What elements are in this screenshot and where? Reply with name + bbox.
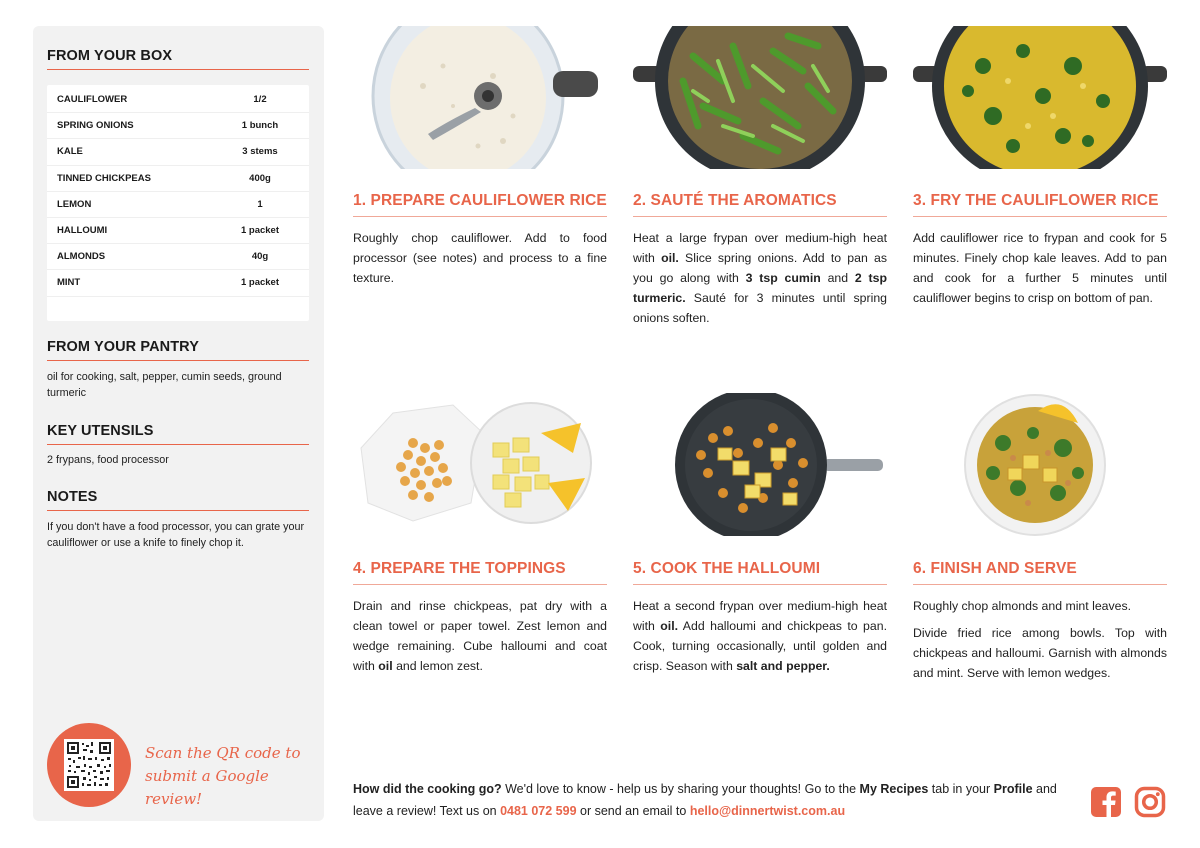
step-paragraph bbox=[633, 596, 887, 676]
step-title: 5. COOK THE HALLOUMI bbox=[633, 560, 887, 585]
ingredient-name: ALMONDS bbox=[57, 251, 106, 263]
text-run: Heat a large frypan over medium-high heat with bbox=[633, 231, 887, 265]
text-run: and lemon zest. bbox=[392, 659, 483, 673]
qr-caption bbox=[145, 742, 315, 811]
ingredient-name: TINNED CHICKPEAS bbox=[57, 172, 151, 184]
text-run: We'd love to know - help us by sharing your thoughts! Go to the bbox=[501, 782, 860, 796]
step-text bbox=[353, 596, 607, 676]
bold-text: My Recipes bbox=[859, 782, 929, 796]
bold-text: How did the cooking go? bbox=[353, 782, 502, 796]
text-run: Add cauliflower rice to frypan and cook for 5 minutes. Finely chop kale leaves. Add to pan and cook for a further 5 minutes until cauliflower begins to crisp on bottom of pan. bbox=[913, 231, 1167, 305]
text-run: Drain and rinse chickpeas, pat dry with a clean towel or paper towel. Zest lemon and wedge remaining. Cube halloumi and coat with bbox=[353, 599, 607, 673]
bold-text: 3 tsp cumin bbox=[745, 271, 821, 285]
bold-text: salt and pepper. bbox=[736, 659, 830, 673]
table-row bbox=[47, 113, 309, 139]
bold-text: Profile bbox=[993, 782, 1033, 796]
step-title: 2. SAUTÉ THE AROMATICS bbox=[633, 192, 887, 217]
bold-text: oil bbox=[378, 659, 393, 673]
step-text bbox=[353, 228, 607, 288]
step-paragraph bbox=[633, 228, 887, 328]
text-run: or send an email to bbox=[576, 804, 690, 818]
ingredient-qty: 1 bunch bbox=[241, 120, 279, 132]
table-row bbox=[47, 139, 309, 165]
ingredient-qty: 3 stems bbox=[242, 146, 278, 158]
highlight-link[interactable]: 0481 072 599 bbox=[500, 804, 577, 818]
pantry-title: FROM YOUR PANTRY bbox=[47, 339, 309, 361]
ingredient-name: CAULIFLOWER bbox=[57, 94, 128, 106]
ingredient-qty: 40g bbox=[251, 251, 269, 263]
table-row bbox=[47, 192, 309, 218]
step-5-image bbox=[633, 393, 887, 536]
step-text bbox=[913, 596, 1167, 683]
facebook-icon[interactable] bbox=[1090, 786, 1122, 818]
highlight-link[interactable]: hello@dinnertwist.com.au bbox=[689, 804, 846, 818]
text-run: Roughly chop almonds and mint leaves. bbox=[913, 599, 1132, 613]
sidebar bbox=[33, 26, 324, 821]
qr-code[interactable] bbox=[64, 739, 114, 791]
step-paragraph bbox=[913, 596, 1167, 616]
box-ingredients-table bbox=[47, 85, 309, 321]
step-paragraph bbox=[353, 596, 607, 676]
notes-text: If you don't have a food processor, you can grate your cauliflower or use a knife to finely chop it. bbox=[47, 521, 305, 549]
review-footer bbox=[353, 778, 1073, 822]
ingredient-qty: 1 packet bbox=[240, 277, 280, 289]
instagram-icon[interactable] bbox=[1134, 786, 1166, 818]
ingredient-qty: 1 bbox=[257, 198, 263, 210]
text-run: Divide fried rice among bowls. Top with chickpeas and halloumi. Garnish with almonds and mint. Serve with lemon wedges. bbox=[913, 626, 1167, 680]
utensils-text: 2 frypans, food processor bbox=[47, 454, 169, 466]
step-title: 1. PREPARE CAULIFLOWER RICE bbox=[353, 192, 607, 217]
ingredient-qty: 1 packet bbox=[240, 225, 280, 237]
step-title: 6. FINISH AND SERVE bbox=[913, 560, 1167, 585]
notes-title: NOTES bbox=[47, 489, 309, 511]
step-6-image bbox=[913, 393, 1167, 536]
table-row bbox=[47, 218, 309, 244]
table-row bbox=[47, 270, 309, 296]
ingredient-name: LEMON bbox=[57, 198, 92, 210]
step-title: 3. FRY THE CAULIFLOWER RICE bbox=[913, 192, 1167, 217]
text-run: and bbox=[820, 271, 855, 285]
text-run: Slice spring onions. Add to pan as you go along with bbox=[633, 251, 887, 285]
step-1-image bbox=[353, 26, 607, 169]
qr-badge bbox=[47, 723, 131, 807]
ingredient-qty: 400g bbox=[249, 172, 271, 184]
text-run: tab in your bbox=[928, 782, 994, 796]
ingredient-name: HALLOUMI bbox=[57, 225, 108, 237]
ingredient-qty: 1/2 bbox=[253, 94, 267, 106]
text-run: and leave a review! Text us on bbox=[353, 782, 1057, 818]
ingredient-name: SPRING ONIONS bbox=[57, 120, 134, 132]
text-run: Add halloumi and chickpeas to pan. Cook, turning occasionally, until golden and crisp. Season with bbox=[633, 619, 887, 673]
bold-text: 2 tsp turmeric. bbox=[633, 271, 887, 305]
bold-text: oil. bbox=[660, 619, 679, 633]
step-paragraph bbox=[353, 228, 607, 288]
step-paragraph bbox=[913, 228, 1167, 308]
step-text bbox=[633, 596, 887, 676]
step-text bbox=[633, 228, 887, 328]
step-text bbox=[913, 228, 1167, 308]
text-run: Roughly chop cauliflower. Add to food processor (see notes) and process to a fine texture. bbox=[353, 231, 607, 285]
box-title: FROM YOUR BOX bbox=[47, 48, 309, 70]
pantry-text: oil for cooking, salt, pepper, cumin seeds, ground turmeric bbox=[47, 371, 282, 399]
step-4-image bbox=[353, 393, 607, 536]
step-3-image bbox=[913, 26, 1167, 169]
table-row bbox=[47, 244, 309, 270]
step-paragraph bbox=[913, 623, 1167, 683]
text-run: Heat a second frypan over medium-high heat with bbox=[633, 599, 887, 633]
table-row bbox=[47, 87, 309, 113]
qr-caption-line: submit a Google review! bbox=[145, 767, 269, 808]
utensils-title: KEY UTENSILS bbox=[47, 423, 309, 445]
text-run: Sauté for 3 minutes until spring onions soften. bbox=[633, 291, 887, 325]
ingredient-name: MINT bbox=[57, 277, 81, 289]
table-row bbox=[47, 166, 309, 192]
step-title: 4. PREPARE THE TOPPINGS bbox=[353, 560, 607, 585]
bold-text: oil. bbox=[661, 251, 679, 265]
qr-caption-line: Scan the QR code to bbox=[145, 744, 301, 762]
ingredient-name: KALE bbox=[57, 146, 83, 158]
step-2-image bbox=[633, 26, 887, 169]
